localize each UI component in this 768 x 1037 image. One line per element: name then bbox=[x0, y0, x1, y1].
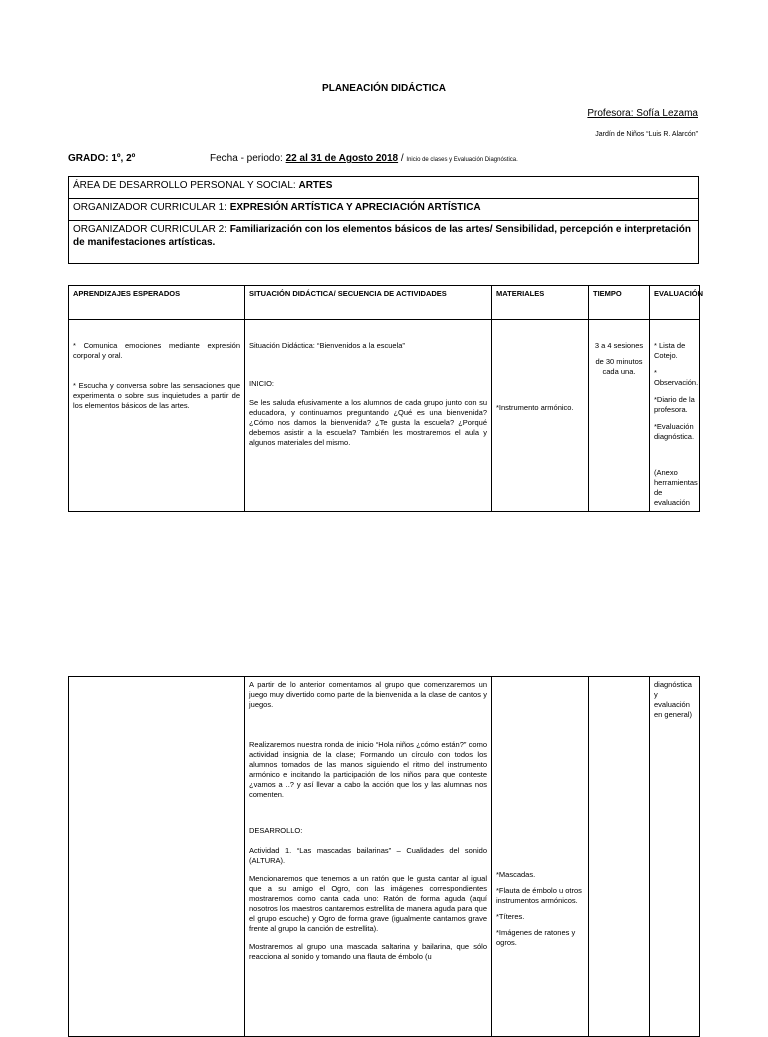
material-item: *Mascadas. bbox=[496, 870, 536, 879]
cell-situacion-continued bbox=[245, 677, 492, 1037]
header-tiempo: TIEMPO bbox=[589, 286, 650, 320]
material-item: *Instrumento armónico. bbox=[496, 403, 574, 412]
area-box bbox=[68, 176, 699, 199]
page-title: PLANEACIÓN DIDÁCTICA bbox=[322, 83, 446, 94]
material-item: *Flauta de émbolo u otros instrumentos armónicos. bbox=[496, 886, 582, 905]
situacion-paragraph: Mencionaremos que tenemos a un ratón que le gusta cantar al igual que a su amigo el Ogro, con las imágenes correspondientes mostraremos como canta cada uno: Ratón de forma aguda (aquí nosotros los maestros cantaremos estrellita de manera aguda para que el grupo escuche) y Ogro de forma grave (igualmente cantamos grave frente al grupo la canción de estrellita). bbox=[249, 874, 487, 933]
header-materiales: MATERIALES bbox=[492, 286, 589, 320]
date-value: 22 al 31 de Agosto 2018 bbox=[285, 153, 399, 164]
grade-label: GRADO: 1º, 2º bbox=[68, 153, 136, 164]
situacion-desarrollo: DESARROLLO: bbox=[249, 826, 303, 835]
table-header-row bbox=[69, 286, 700, 320]
organizer-1-box bbox=[68, 198, 699, 221]
cell-tiempo-empty bbox=[589, 677, 650, 1037]
cell-evaluacion bbox=[650, 320, 700, 512]
date-note: Inicio de clases y Evaluación Diagnóstica. bbox=[406, 157, 518, 163]
table-row bbox=[69, 677, 700, 1037]
aprendizaje-1: * Comunica emociones mediante expresión corporal y oral. bbox=[73, 341, 240, 360]
cell-situacion bbox=[245, 320, 492, 512]
planning-table bbox=[68, 285, 704, 512]
school-name: Jardín de Niños “Luis R. Alarcón” bbox=[595, 131, 698, 138]
cell-tiempo bbox=[589, 320, 650, 512]
aprendizaje-2: * Escucha y conversa sobre las sensaciones que experimenta o sobre sus inquietudes a partir de los elementos básicos de las artes. bbox=[73, 381, 240, 410]
evaluacion-3: *Diario de la profesora. bbox=[654, 395, 695, 414]
evaluacion-2: * Observación. bbox=[654, 368, 699, 387]
area-value: ARTES bbox=[298, 180, 333, 191]
date-separator: / bbox=[398, 153, 407, 164]
organizer-1-label: ORGANIZADOR CURRICULAR 1: bbox=[73, 202, 230, 213]
situacion-paragraph: Mostraremos al grupo una mascada saltarina y bailarina, que sólo reacciona al sonido y tomando una flauta de émbolo (u bbox=[249, 942, 487, 961]
material-item: *Títeres. bbox=[496, 912, 525, 921]
evaluacion-continued: diagnóstica y evaluación en general) bbox=[654, 680, 692, 719]
organizer-2-value: Familiarización con los elementos básicos de las artes/ Sensibilidad, percepción e interpretación de manifestaciones artísticas. bbox=[73, 224, 691, 248]
tiempo-sessions: 3 a 4 sesiones bbox=[594, 341, 644, 350]
tiempo-duration: de 30 minutos cada una. bbox=[595, 357, 643, 376]
situacion-inicio-text: Se les saluda efusivamente a los alumnos de cada grupo junto con su educadora, y continuamos preguntando ¿Qué es una bienvenida? ¿Cómo nos damos la bienvenida? ¿Te gusta la escuela? ¿Porqué debemos asistir a la escuela? También les mostraremos el aula y algunos materiales del mismo. bbox=[249, 398, 487, 447]
teacher-name: Profesora: Sofía Lezama bbox=[587, 108, 698, 119]
date-label: Fecha - periodo: bbox=[210, 153, 286, 164]
planning-table-continued bbox=[68, 676, 700, 1037]
cell-materiales bbox=[492, 320, 589, 512]
cell-aprendizajes-empty bbox=[69, 677, 245, 1037]
organizer-2-box bbox=[68, 220, 699, 264]
area-label: ÁREA DE DESARROLLO PERSONAL Y SOCIAL: bbox=[73, 180, 299, 191]
evaluacion-1: * Lista de Cotejo. bbox=[654, 341, 686, 360]
situacion-activity-title: Actividad 1. “Las mascadas bailarinas” – Cualidades del sonido (ALTURA). bbox=[249, 846, 487, 865]
cell-aprendizajes bbox=[69, 320, 245, 512]
header-evaluacion: EVALUACIÓN bbox=[650, 286, 700, 320]
organizer-1-value: EXPRESIÓN ARTÍSTICA Y APRECIACIÓN ARTÍSTICA bbox=[229, 202, 481, 213]
header-situacion: SITUACIÓN DIDÁCTICA/ SECUENCIA DE ACTIVIDADES bbox=[245, 286, 492, 320]
header-aprendizajes: APRENDIZAJES ESPERADOS bbox=[69, 286, 245, 320]
table-row bbox=[69, 320, 700, 512]
situacion-title: Situación Didáctica: “Bienvenidos a la escuela” bbox=[249, 341, 405, 350]
material-item: *Imágenes de ratones y ogros. bbox=[496, 928, 576, 947]
evaluacion-5: (Anexo herramientas de evaluación bbox=[654, 468, 698, 507]
situacion-paragraph: A partir de lo anterior comentamos al grupo que comenzaremos un juego muy divertido como parte de la bienvenida a la clase de cantos y juegos. bbox=[249, 680, 487, 709]
cell-evaluacion-continued bbox=[650, 677, 700, 1037]
evaluacion-4: *Evaluación diagnóstica. bbox=[654, 422, 695, 441]
organizer-2-label: ORGANIZADOR CURRICULAR 2: bbox=[73, 224, 230, 235]
situacion-inicio: INICIO: bbox=[249, 379, 275, 388]
situacion-paragraph: Realizaremos nuestra ronda de inicio “Hola niños ¿cómo están?” como actividad insignia de la clase; Formando un círculo con todos los alumnos tomados de las manos siguiendo el ritmo del instrumento armónico e incitando la participación de los niños para que conteste ¿vamos a ..? y así llevar a cabo la acción que los y las alumnas nos comenten. bbox=[249, 740, 487, 799]
date-period bbox=[210, 153, 518, 164]
cell-materiales-continued bbox=[492, 677, 589, 1037]
